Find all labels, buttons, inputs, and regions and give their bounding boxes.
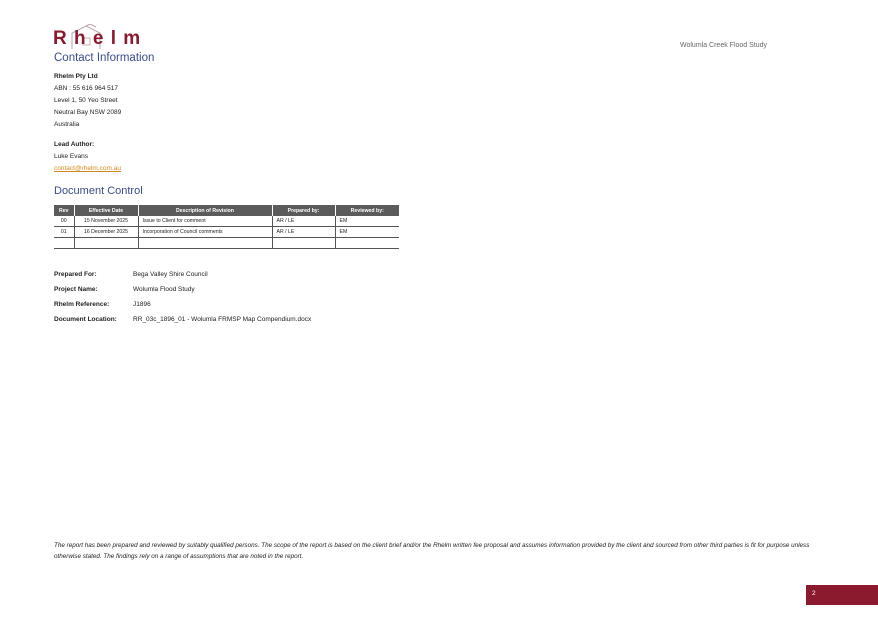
address-line-2: Neutral Bay NSW 2089 <box>54 109 122 116</box>
detail-row-reference <box>54 297 311 312</box>
table-cell <box>74 238 138 249</box>
table-cell: Issue to Client for comment <box>138 216 272 227</box>
address-line-1: Level 1, 50 Yeo Street <box>54 97 118 104</box>
column-header: Effective Date <box>74 205 138 216</box>
table-cell: 01 <box>54 227 74 238</box>
table-cell: 16 December 2025 <box>74 227 138 238</box>
revision-table <box>54 205 399 249</box>
table-row <box>54 238 399 249</box>
document-header-title: Wolumla Creek Flood Study <box>680 42 768 49</box>
contact-information-heading: Contact Information <box>54 52 155 64</box>
detail-value: RR_03c_1896_01 - Wolumla FRMSP Map Compendium.docx <box>133 316 312 323</box>
column-header: Description of Revision <box>138 205 272 216</box>
table-cell: EM <box>335 227 399 238</box>
column-header: Prepared by: <box>272 205 335 216</box>
table-cell <box>138 238 272 249</box>
table-cell <box>272 238 335 249</box>
company-name: Rhelm Pty Ltd <box>54 73 98 80</box>
company-details <box>54 71 121 131</box>
table-cell <box>54 238 74 249</box>
table-row <box>54 227 399 238</box>
revision-table-header <box>54 205 399 216</box>
table-cell: 15 November 2025 <box>74 216 138 227</box>
detail-label: Project Name: <box>54 286 98 293</box>
project-details <box>54 267 311 327</box>
lead-author-name: Luke Evans <box>54 153 88 160</box>
detail-value: Bega Valley Shire Council <box>133 271 208 278</box>
table-row <box>54 216 399 227</box>
column-header: Reviewed by: <box>335 205 399 216</box>
table-cell: Incorporation of Council comments <box>138 227 272 238</box>
table-cell: AR / LE <box>272 227 335 238</box>
rhelm-logo <box>53 26 163 52</box>
table-cell: 00 <box>54 216 74 227</box>
page-number: 2 <box>812 590 816 597</box>
address-country: Australia <box>54 121 80 128</box>
detail-row-document-location <box>54 312 311 327</box>
table-cell <box>335 238 399 249</box>
detail-label: Document Location: <box>54 316 117 323</box>
logo-wordmark: R h e l m <box>53 28 142 49</box>
table-cell: EM <box>335 216 399 227</box>
lead-author-label: Lead Author: <box>54 141 95 148</box>
detail-value: J1896 <box>133 301 151 308</box>
page-number-badge <box>806 585 878 605</box>
contact-email-link[interactable]: contact@rhelm.com.au <box>54 165 121 172</box>
lead-author-block <box>54 139 121 175</box>
column-header: Rev <box>54 205 74 216</box>
disclaimer-text: The report has been prepared and reviewed by suitably qualified persons. The scope of the report is based on the client brief and/or the Rhelm written fee proposal and assumes information provided by the client and sourced from other third parties is fit for purpose unless otherwise stated. The findings rely on a range of assumptions that are noted in the report. <box>54 542 810 560</box>
table-cell: AR / LE <box>272 216 335 227</box>
detail-value: Wolumla Flood Study <box>133 286 195 293</box>
detail-label: Prepared For: <box>54 271 97 278</box>
detail-row-project-name <box>54 282 311 297</box>
document-control-heading: Document Control <box>54 185 143 197</box>
company-abn: ABN : 55 616 964 517 <box>54 85 118 92</box>
detail-row-prepared-for <box>54 267 311 282</box>
detail-label: Rhelm Reference: <box>54 301 110 308</box>
